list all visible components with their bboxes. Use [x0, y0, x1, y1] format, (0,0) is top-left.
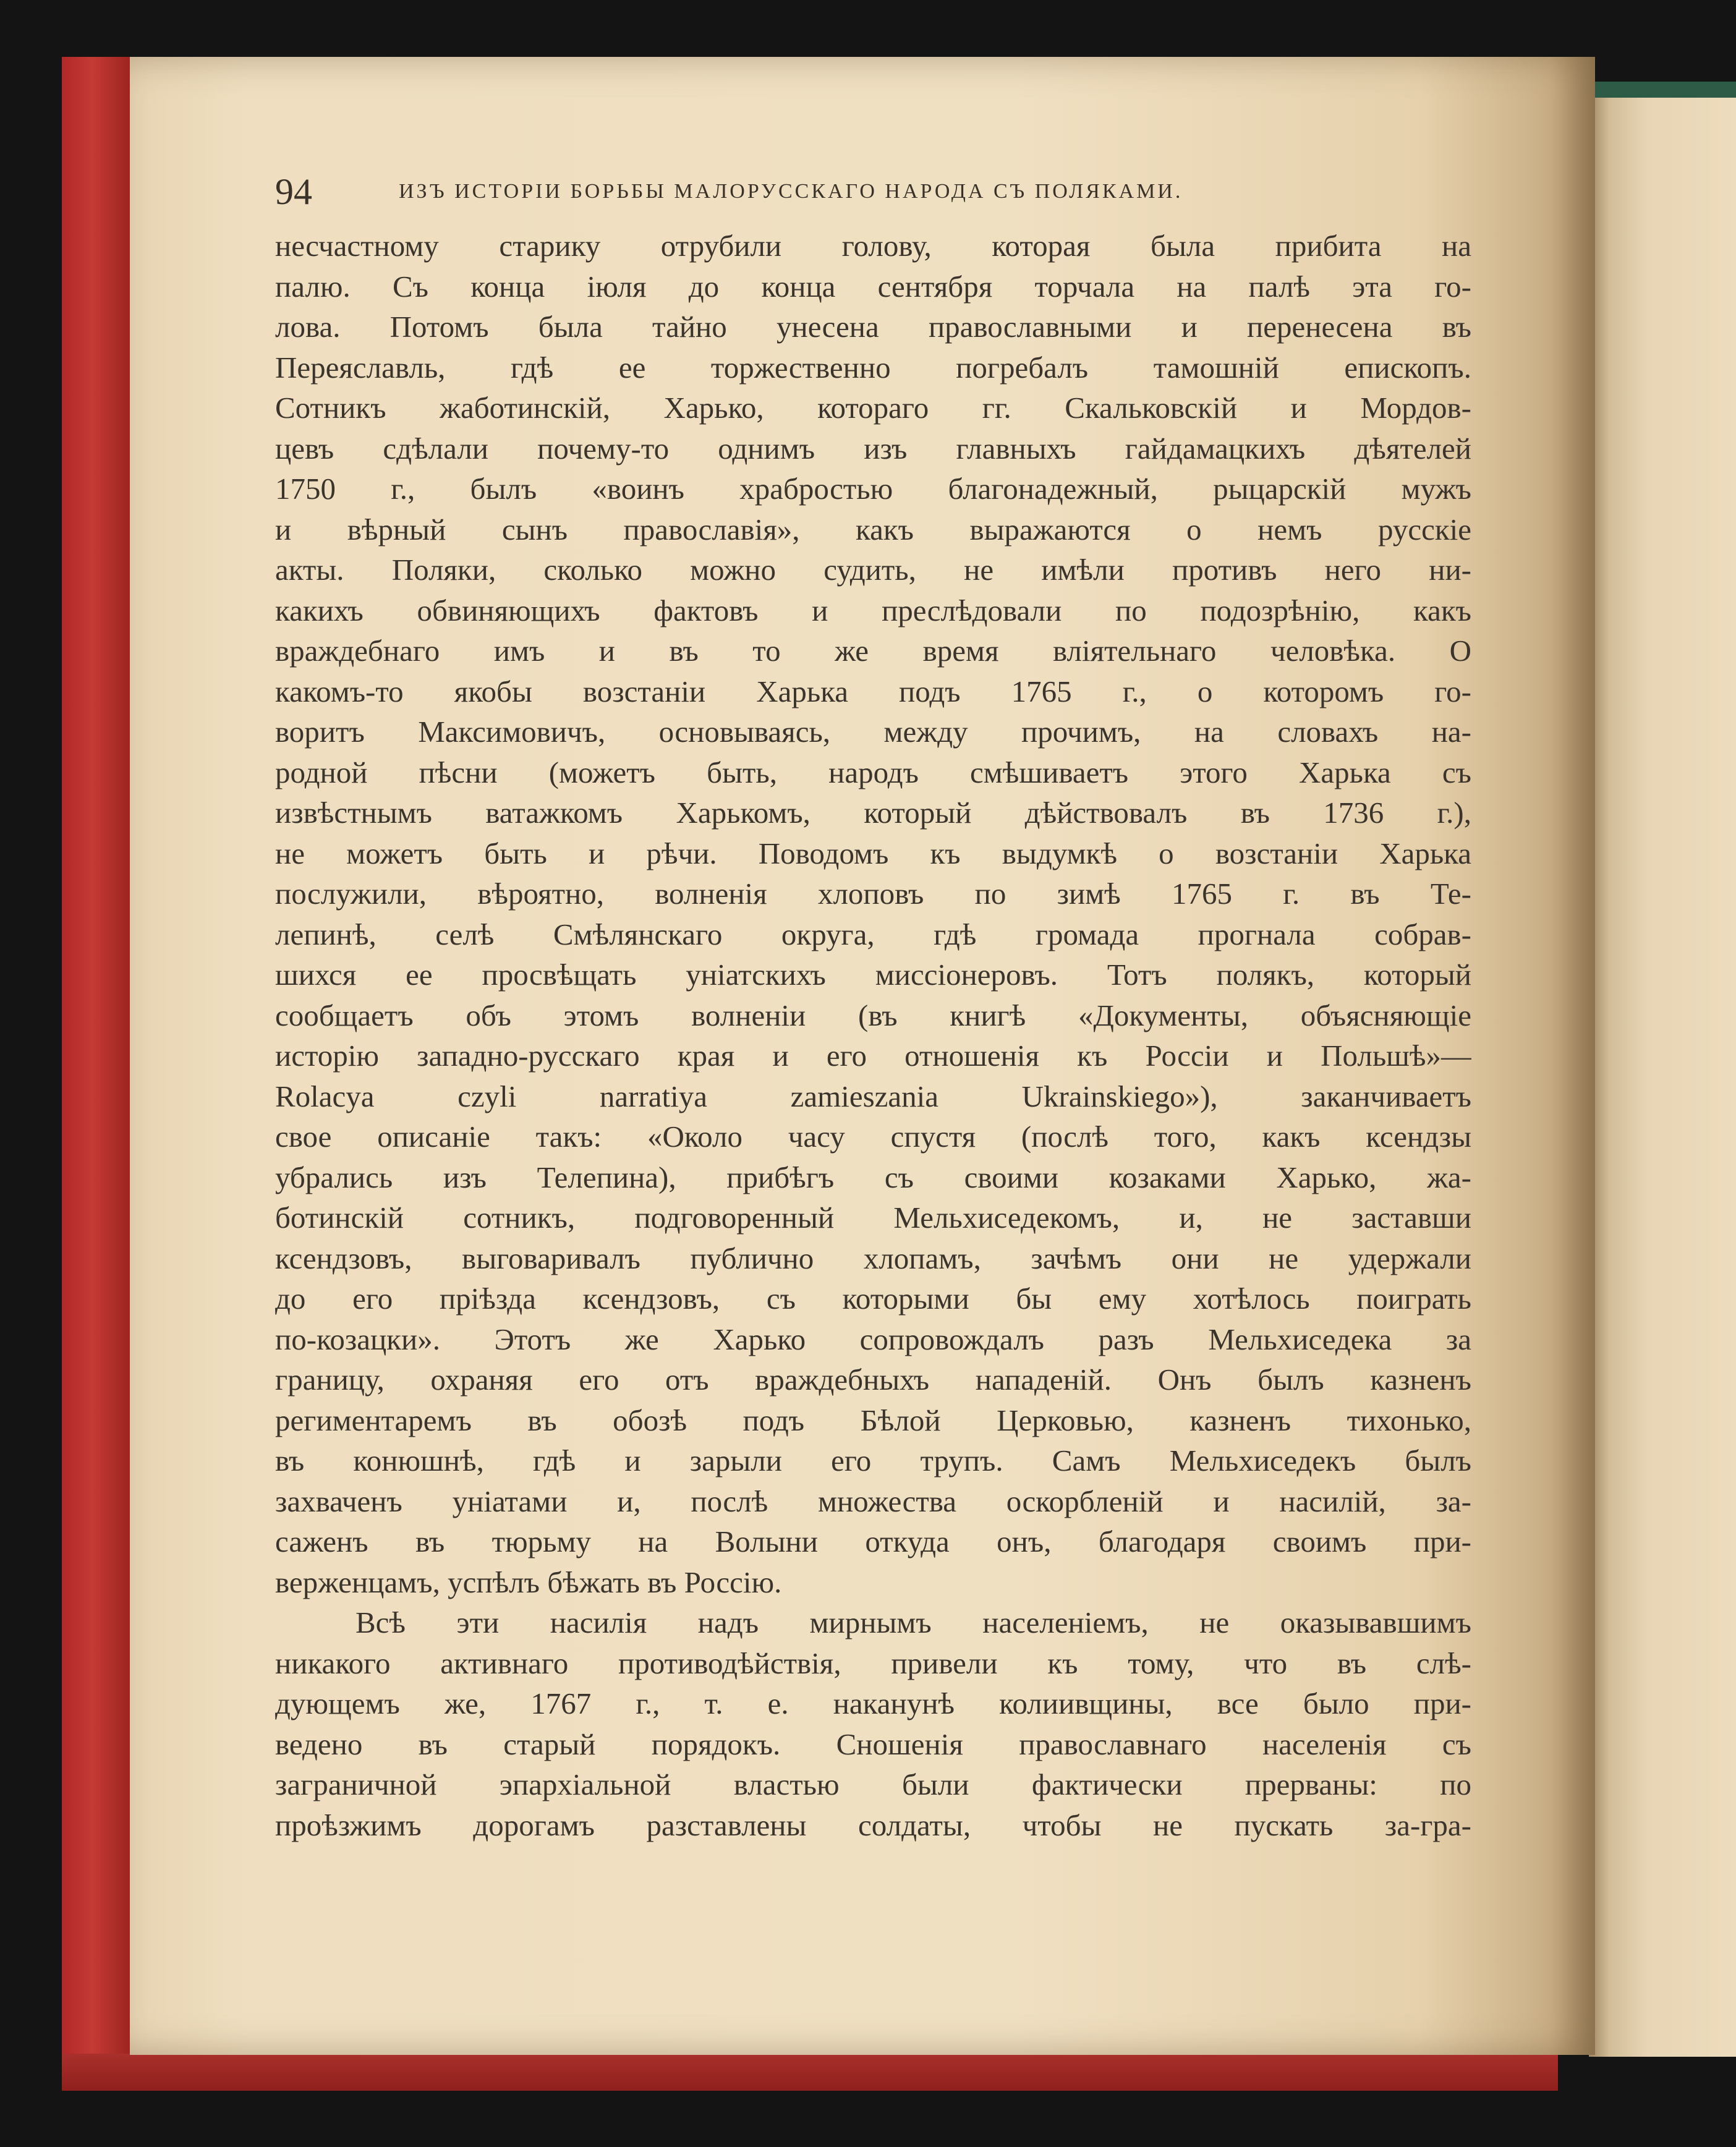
text-line: захваченъ уніатами и, послѣ множества оскорбленій и насилій, за- [275, 1484, 1471, 1518]
text-line: убрались изъ Телепина), прибѣгъ съ своими козаками Харько, жа- [275, 1160, 1471, 1194]
text-line: Переяславль, гдѣ ее торжественно погребалъ тамошній епископъ. [275, 350, 1471, 385]
text-line: заграничной эпархіальной властью были фактически прерваны: по [275, 1767, 1471, 1801]
page-number: 94 [275, 171, 312, 212]
text-line: ксендзовъ, выговаривалъ публично хлопамъ, зачѣмъ они не удержали [275, 1241, 1471, 1275]
text-line: Сотникъ жаботинскій, Харько, котораго гг. Скальковскій и Мордов- [275, 391, 1471, 425]
text-line: воритъ Максимовичъ, основываясь, между прочимъ, на словахъ на- [275, 715, 1471, 749]
text-line: враждебнаго имъ и въ то же время вліятельнаго человѣка. О [275, 634, 1471, 668]
text-line: до его пріѣзда ксендзовъ, съ которыми бы ему хотѣлось поиграть [275, 1282, 1471, 1316]
text-line: лепинѣ, селѣ Смѣлянскаго округа, гдѣ громада прогнала собрав- [275, 917, 1471, 951]
text-line: цевъ сдѣлали почему-то однимъ изъ главныхъ гайдамацкихъ дѣятелей [275, 431, 1471, 466]
book-cover-bottom-edge [62, 2054, 1558, 2091]
body-text [275, 226, 1471, 1845]
running-title: ИЗЪ ИСТОРІИ БОРЬБЫ МАЛОРУССКАГО НАРОДА СЪ ПОЛЯКАМИ. [399, 180, 1183, 203]
text-line: лова. Потомъ была тайно унесена православными и перенесена въ [275, 310, 1471, 344]
text-line: шихся ее просвѣщать уніатскихъ миссіонеровъ. Тотъ полякъ, который [275, 958, 1471, 992]
text-line: дующемъ же, 1767 г., т. е. наканунѣ колиивщины, все было при- [275, 1686, 1471, 1720]
text-line: несчастному старику отрубили голову, которая была прибита на [275, 229, 1471, 263]
text-line: свое описаніе такъ: «Около часу спустя (послѣ того, какъ ксендзы [275, 1120, 1471, 1154]
text-line: палю. Съ конца іюля до конца сентября торчала на палѣ эта го- [275, 269, 1471, 304]
text-line: родной пѣсни (можетъ быть, народъ смѣшиваетъ этого Харька съ [275, 755, 1471, 789]
facing-page-edge [1589, 82, 1736, 2057]
text-line: Rolacya czyli narratiya zamieszania Ukrainskiego»), заканчиваетъ [275, 1079, 1471, 1113]
text-line: проѣзжимъ дорогамъ разставлены солдаты, чтобы не пускать за-гра- [275, 1808, 1471, 1842]
text-line: послужили, вѣроятно, волненія хлоповъ по зимѣ 1765 г. въ Те- [275, 877, 1471, 911]
text-line-paragraph-start: Всѣ эти насилія надъ мирнымъ населеніемъ, не оказывавшимъ [355, 1605, 1471, 1639]
text-line: акты. Поляки, сколько можно судить, не имѣли противъ него ни- [275, 553, 1471, 587]
text-line: какомъ-то якобы возстаніи Харька подъ 1765 г., о которомъ го- [275, 674, 1471, 708]
text-line: въ конюшнѣ, гдѣ и зарыли его трупъ. Самъ Мельхиседекъ былъ [275, 1443, 1471, 1477]
text-line-paragraph-end: верженцамъ, успѣлъ бѣжать въ Россію. [275, 1565, 782, 1599]
text-line: региментаремъ въ обозѣ подъ Бѣлой Церковью, казненъ тихонько, [275, 1403, 1471, 1437]
text-line: 1750 г., былъ «воинъ храбростью благонадежный, рыцарскій мужъ [275, 472, 1471, 506]
text-line: по-козацки». Этотъ же Харько сопровождалъ разъ Мельхиседека за [275, 1322, 1471, 1356]
text-line: какихъ обвиняющихъ фактовъ и преслѣдовали по подозрѣнію, какъ [275, 593, 1471, 627]
text-line: исторію западно-русскаго края и его отношенія къ Россіи и Польшѣ»— [275, 1039, 1471, 1073]
text-line: сообщаетъ объ этомъ волненіи (въ книгѣ «Документы, объясняющіе [275, 998, 1471, 1032]
text-line: ведено въ старый порядокъ. Сношенія православнаго населенія съ [275, 1727, 1471, 1761]
text-line: саженъ въ тюрьму на Волыни откуда онъ, благодаря своимъ при- [275, 1524, 1471, 1558]
text-line: не можетъ быть и рѣчи. Поводомъ къ выдумкѣ о возстаніи Харька [275, 836, 1471, 870]
page-header [275, 164, 1382, 219]
book-cover-edge [62, 57, 130, 2091]
text-line: ботинскій сотникъ, подговоренный Мельхиседекомъ, и, не заставши [275, 1201, 1471, 1235]
bookmark-ribbon [1595, 82, 1736, 98]
text-line: никакого активнаго противодѣйствія, привели къ тому, что въ слѣ- [275, 1646, 1471, 1680]
text-line: границу, охраняя его отъ враждебныхъ нападеній. Онъ былъ казненъ [275, 1363, 1471, 1397]
text-line: и вѣрный сынъ православія», какъ выражаются о немъ русскіе [275, 512, 1471, 546]
text-line: извѣстнымъ ватажкомъ Харькомъ, который дѣйствовалъ въ 1736 г.), [275, 796, 1471, 830]
